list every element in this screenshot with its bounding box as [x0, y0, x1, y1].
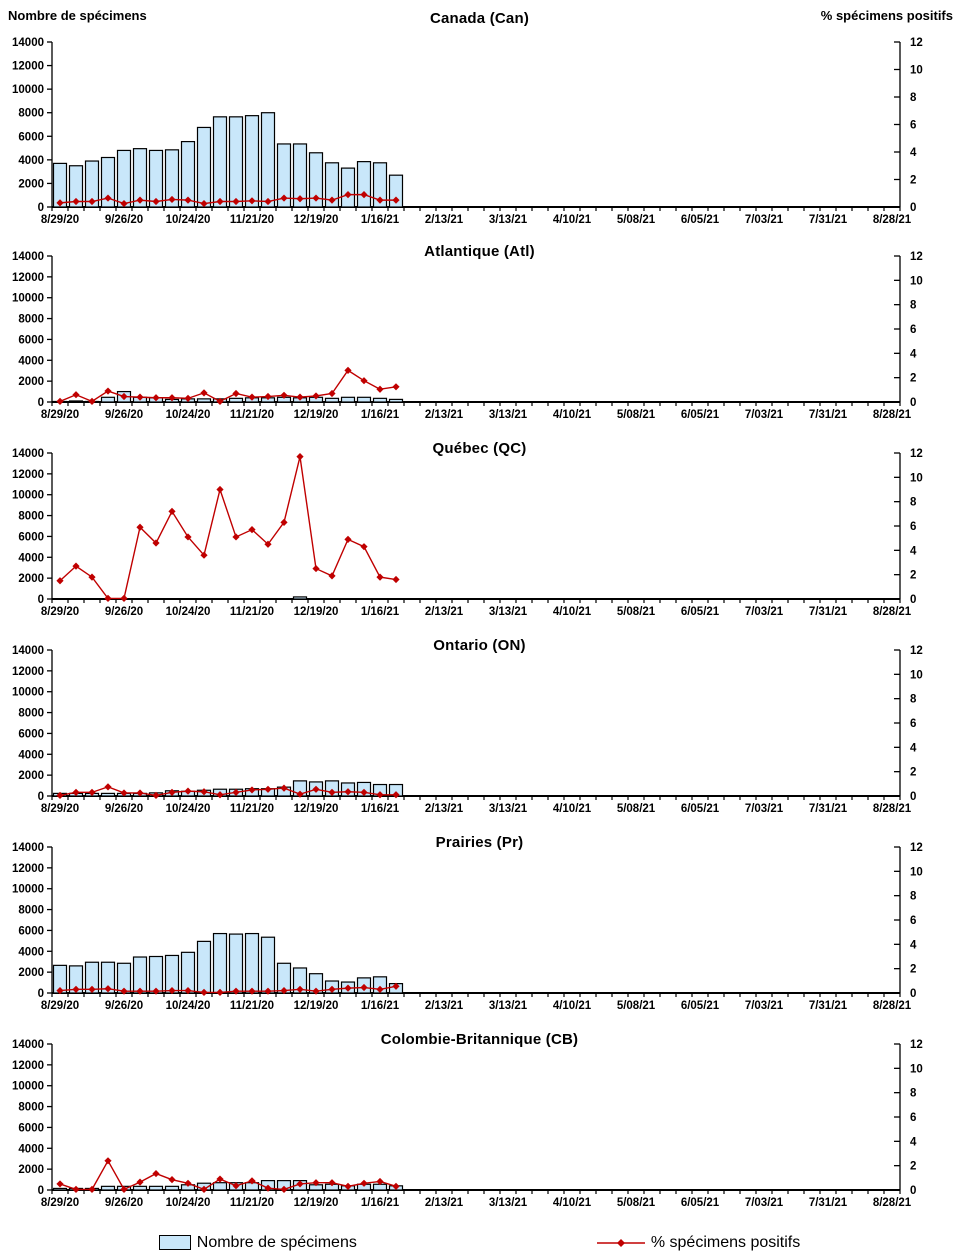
svg-text:2/13/21: 2/13/21	[424, 1000, 464, 1012]
svg-text:10000: 10000	[12, 1080, 44, 1093]
svg-text:6: 6	[910, 324, 917, 336]
svg-text:2000: 2000	[18, 178, 44, 191]
svg-text:1/16/21: 1/16/21	[360, 803, 400, 815]
chart-legend	[0, 1225, 959, 1260]
svg-text:10: 10	[910, 669, 923, 682]
svg-text:4/10/21: 4/10/21	[552, 803, 592, 815]
svg-text:10000: 10000	[12, 292, 44, 305]
svg-text:10/24/20: 10/24/20	[165, 409, 211, 421]
svg-text:8: 8	[910, 496, 917, 509]
svg-text:10/24/20: 10/24/20	[165, 803, 211, 815]
svg-text:8000: 8000	[18, 510, 44, 523]
svg-text:8: 8	[910, 1087, 917, 1100]
svg-text:2/13/21: 2/13/21	[424, 409, 464, 421]
svg-text:7/03/21: 7/03/21	[744, 1197, 784, 1209]
svg-text:6000: 6000	[18, 531, 44, 544]
svg-text:3/13/21: 3/13/21	[488, 606, 528, 618]
svg-text:0: 0	[37, 202, 44, 214]
svg-text:12000: 12000	[12, 665, 44, 678]
svg-text:4: 4	[910, 939, 917, 952]
svg-text:4000: 4000	[18, 355, 44, 368]
svg-text:10: 10	[910, 275, 923, 288]
svg-text:5/08/21: 5/08/21	[616, 606, 656, 618]
svg-text:11/21/20: 11/21/20	[229, 214, 275, 226]
svg-text:14000: 14000	[12, 1039, 44, 1051]
prairies-plot	[0, 831, 959, 1028]
svg-text:6/05/21: 6/05/21	[680, 214, 720, 226]
svg-text:12: 12	[910, 448, 923, 460]
svg-text:12/19/20: 12/19/20	[293, 214, 339, 226]
svg-text:12/19/20: 12/19/20	[293, 1197, 339, 1209]
svg-text:11/21/20: 11/21/20	[229, 1197, 275, 1209]
svg-text:8: 8	[910, 693, 917, 706]
svg-text:2: 2	[910, 569, 917, 582]
chart-title: Québec (QC)	[432, 440, 527, 457]
svg-text:9/26/20: 9/26/20	[104, 1197, 144, 1209]
svg-text:11/21/20: 11/21/20	[229, 803, 275, 815]
svg-text:12000: 12000	[12, 1059, 44, 1072]
svg-text:8: 8	[910, 92, 917, 104]
legend-bars-label: Nombre de spécimens	[196, 1233, 357, 1251]
svg-text:8/29/20: 8/29/20	[40, 409, 80, 421]
svg-text:7/03/21: 7/03/21	[744, 803, 784, 815]
svg-text:6: 6	[910, 718, 917, 730]
svg-text:12/19/20: 12/19/20	[293, 409, 339, 421]
quebec-plot	[0, 437, 959, 634]
chart-atlantique	[0, 240, 959, 437]
svg-text:6/05/21: 6/05/21	[680, 606, 720, 618]
svg-text:0: 0	[910, 594, 917, 606]
svg-text:10/24/20: 10/24/20	[165, 1000, 211, 1012]
chart-ontario	[0, 634, 959, 831]
svg-text:2/13/21: 2/13/21	[424, 606, 464, 618]
svg-text:10/24/20: 10/24/20	[165, 214, 211, 226]
svg-text:7/31/21: 7/31/21	[808, 1197, 848, 1209]
svg-text:8/28/21: 8/28/21	[872, 1197, 912, 1209]
svg-text:14000: 14000	[12, 448, 44, 460]
chart-title: Colombie-Britannique (CB)	[380, 1031, 579, 1048]
svg-text:7/31/21: 7/31/21	[808, 803, 848, 815]
svg-text:6000: 6000	[18, 728, 44, 741]
svg-text:7/03/21: 7/03/21	[744, 1000, 784, 1012]
svg-text:4: 4	[910, 348, 917, 361]
svg-text:4000: 4000	[18, 154, 44, 167]
svg-text:8/29/20: 8/29/20	[40, 803, 80, 815]
legend-line-label: % spécimens positifs	[650, 1233, 801, 1251]
svg-text:12: 12	[910, 1039, 923, 1051]
right-axis-title: % spécimens positifs	[820, 8, 953, 23]
svg-text:4000: 4000	[18, 1143, 44, 1156]
svg-text:10000: 10000	[12, 489, 44, 502]
legend-line-item	[597, 1234, 800, 1252]
svg-text:7/31/21: 7/31/21	[808, 1000, 848, 1012]
svg-text:8/29/20: 8/29/20	[40, 214, 80, 226]
legend-bars-item	[159, 1234, 357, 1252]
svg-text:0: 0	[37, 397, 44, 409]
canada-plot	[0, 0, 959, 240]
svg-text:6000: 6000	[18, 1122, 44, 1135]
svg-text:12: 12	[910, 645, 923, 657]
svg-text:2/13/21: 2/13/21	[424, 1197, 464, 1209]
svg-text:14000: 14000	[12, 37, 44, 49]
svg-text:14000: 14000	[12, 842, 44, 854]
svg-text:2: 2	[910, 372, 917, 385]
svg-text:9/26/20: 9/26/20	[104, 409, 144, 421]
svg-text:7/31/21: 7/31/21	[808, 606, 848, 618]
svg-text:6/05/21: 6/05/21	[680, 409, 720, 421]
svg-text:10000: 10000	[12, 883, 44, 896]
svg-text:12/19/20: 12/19/20	[293, 606, 339, 618]
svg-text:6: 6	[910, 521, 917, 533]
svg-text:1/16/21: 1/16/21	[360, 214, 400, 226]
svg-text:5/08/21: 5/08/21	[616, 1000, 656, 1012]
atlantique-plot	[0, 240, 959, 437]
svg-text:12: 12	[910, 37, 923, 49]
svg-text:1/16/21: 1/16/21	[360, 606, 400, 618]
svg-text:3/13/21: 3/13/21	[488, 803, 528, 815]
svg-text:12: 12	[910, 842, 923, 854]
svg-text:6: 6	[910, 915, 917, 927]
svg-text:7/03/21: 7/03/21	[744, 409, 784, 421]
svg-text:0: 0	[910, 1185, 917, 1197]
svg-text:14000: 14000	[12, 645, 44, 657]
svg-text:4: 4	[910, 147, 917, 159]
svg-text:2: 2	[910, 174, 917, 187]
svg-text:7/31/21: 7/31/21	[808, 214, 848, 226]
svg-text:14000: 14000	[12, 251, 44, 263]
svg-text:10: 10	[910, 472, 923, 485]
svg-text:4/10/21: 4/10/21	[552, 214, 592, 226]
svg-text:7/31/21: 7/31/21	[808, 409, 848, 421]
svg-text:2/13/21: 2/13/21	[424, 803, 464, 815]
svg-text:11/21/20: 11/21/20	[229, 606, 275, 618]
svg-text:4000: 4000	[18, 946, 44, 959]
svg-text:2000: 2000	[18, 1164, 44, 1177]
svg-text:4/10/21: 4/10/21	[552, 606, 592, 618]
svg-text:10000: 10000	[12, 686, 44, 699]
svg-text:8: 8	[910, 299, 917, 312]
svg-text:4/10/21: 4/10/21	[552, 1197, 592, 1209]
svg-text:9/26/20: 9/26/20	[104, 214, 144, 226]
svg-text:2000: 2000	[18, 573, 44, 586]
svg-text:6/05/21: 6/05/21	[680, 1000, 720, 1012]
svg-text:1/16/21: 1/16/21	[360, 409, 400, 421]
svg-text:0: 0	[37, 594, 44, 606]
svg-text:8/29/20: 8/29/20	[40, 606, 80, 618]
svg-text:2000: 2000	[18, 376, 44, 389]
svg-text:5/08/21: 5/08/21	[616, 803, 656, 815]
svg-text:12000: 12000	[12, 468, 44, 481]
svg-text:5/08/21: 5/08/21	[616, 1197, 656, 1209]
chart-colombie-britannique	[0, 1028, 959, 1225]
svg-text:10000: 10000	[12, 84, 44, 97]
svg-text:2/13/21: 2/13/21	[424, 214, 464, 226]
svg-text:1/16/21: 1/16/21	[360, 1197, 400, 1209]
svg-text:9/26/20: 9/26/20	[104, 803, 144, 815]
svg-text:5/08/21: 5/08/21	[616, 214, 656, 226]
svg-text:2000: 2000	[18, 770, 44, 783]
svg-text:0: 0	[910, 988, 917, 1000]
svg-text:7/03/21: 7/03/21	[744, 214, 784, 226]
svg-text:3/13/21: 3/13/21	[488, 1000, 528, 1012]
svg-text:4: 4	[910, 545, 917, 558]
svg-text:2: 2	[910, 766, 917, 779]
svg-text:12000: 12000	[12, 271, 44, 284]
svg-text:8000: 8000	[18, 707, 44, 720]
svg-text:4000: 4000	[18, 552, 44, 565]
svg-text:3/13/21: 3/13/21	[488, 1197, 528, 1209]
svg-text:4/10/21: 4/10/21	[552, 409, 592, 421]
svg-text:4/10/21: 4/10/21	[552, 1000, 592, 1012]
svg-text:8: 8	[910, 890, 917, 903]
svg-text:8/28/21: 8/28/21	[872, 214, 912, 226]
svg-text:0: 0	[910, 791, 917, 803]
svg-text:3/13/21: 3/13/21	[488, 214, 528, 226]
svg-text:8/29/20: 8/29/20	[40, 1197, 80, 1209]
left-axis-title: Nombre de spécimens	[8, 8, 147, 23]
svg-text:1/16/21: 1/16/21	[360, 1000, 400, 1012]
svg-text:6: 6	[910, 119, 917, 132]
svg-text:12000: 12000	[12, 60, 44, 73]
svg-text:12/19/20: 12/19/20	[293, 803, 339, 815]
svg-text:8/29/20: 8/29/20	[40, 1000, 80, 1012]
chart-title: Prairies (Pr)	[435, 834, 524, 851]
svg-text:8/28/21: 8/28/21	[872, 803, 912, 815]
svg-text:8000: 8000	[18, 1101, 44, 1114]
svg-text:12: 12	[910, 251, 923, 263]
svg-text:10/24/20: 10/24/20	[165, 1197, 211, 1209]
svg-text:12000: 12000	[12, 862, 44, 875]
svg-text:0: 0	[910, 397, 917, 409]
svg-text:12/19/20: 12/19/20	[293, 1000, 339, 1012]
chart-title: Atlantique (Atl)	[424, 243, 535, 260]
chart-canada	[0, 0, 959, 240]
svg-text:4: 4	[910, 1136, 917, 1149]
svg-text:10/24/20: 10/24/20	[165, 606, 211, 618]
svg-text:6000: 6000	[18, 925, 44, 938]
svg-text:7/03/21: 7/03/21	[744, 606, 784, 618]
colombie-britannique-plot	[0, 1028, 959, 1225]
chart-title: Canada (Can)	[429, 10, 530, 27]
svg-text:11/21/20: 11/21/20	[229, 409, 275, 421]
svg-text:4000: 4000	[18, 749, 44, 762]
svg-text:2000: 2000	[18, 967, 44, 980]
svg-text:0: 0	[37, 988, 44, 1000]
svg-text:11/21/20: 11/21/20	[229, 1000, 275, 1012]
svg-text:6/05/21: 6/05/21	[680, 1197, 720, 1209]
chart-quebec	[0, 437, 959, 634]
chart-title: Ontario (ON)	[433, 637, 526, 654]
svg-text:6000: 6000	[18, 334, 44, 347]
svg-text:5/08/21: 5/08/21	[616, 409, 656, 421]
svg-text:9/26/20: 9/26/20	[104, 1000, 144, 1012]
svg-text:0: 0	[910, 202, 917, 214]
chart-prairies	[0, 831, 959, 1028]
svg-text:8000: 8000	[18, 107, 44, 120]
svg-text:10: 10	[910, 866, 923, 879]
svg-text:8000: 8000	[18, 313, 44, 326]
svg-text:6000: 6000	[18, 131, 44, 144]
svg-text:3/13/21: 3/13/21	[488, 409, 528, 421]
bar-swatch-icon	[159, 1235, 191, 1250]
svg-text:8/28/21: 8/28/21	[872, 606, 912, 618]
svg-text:8/28/21: 8/28/21	[872, 409, 912, 421]
svg-text:0: 0	[37, 791, 44, 803]
svg-text:10: 10	[910, 64, 923, 77]
svg-text:8000: 8000	[18, 904, 44, 917]
svg-text:6/05/21: 6/05/21	[680, 803, 720, 815]
svg-text:10: 10	[910, 1063, 923, 1076]
svg-text:9/26/20: 9/26/20	[104, 606, 144, 618]
line-swatch-icon	[597, 1237, 645, 1249]
svg-text:2: 2	[910, 963, 917, 976]
ontario-plot	[0, 634, 959, 831]
svg-text:8/28/21: 8/28/21	[872, 1000, 912, 1012]
svg-text:4: 4	[910, 742, 917, 755]
svg-text:2: 2	[910, 1160, 917, 1173]
svg-text:0: 0	[37, 1185, 44, 1197]
svg-text:6: 6	[910, 1112, 917, 1124]
